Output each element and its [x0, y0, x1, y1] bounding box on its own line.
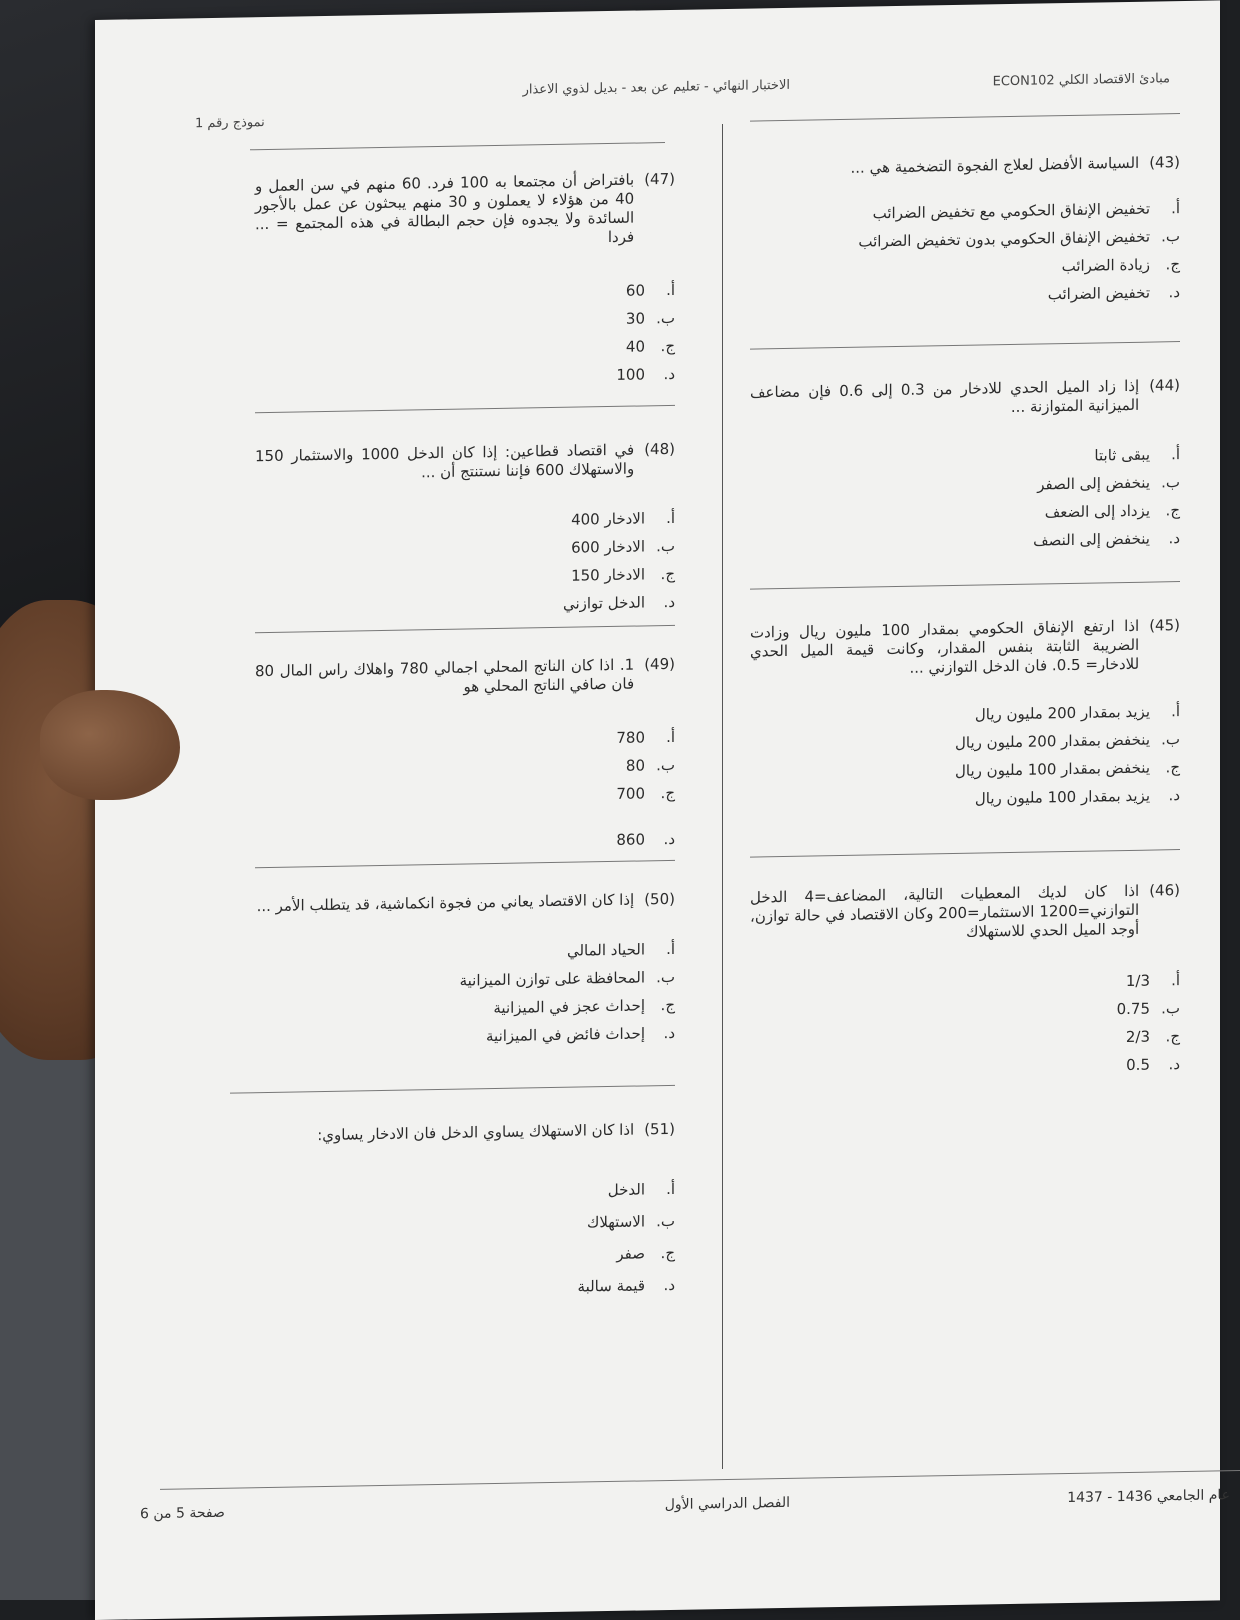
course-title: مبادئ الاقتصاد الكلي ECON102	[992, 71, 1170, 90]
separator-50-51	[230, 1085, 675, 1094]
question-number: (44)	[1149, 376, 1180, 395]
page-number: صفحة 5 من 6	[140, 1504, 225, 1523]
question-49	[255, 655, 675, 860]
question-number: (43)	[1149, 153, 1180, 172]
question-text: بافتراض أن مجتمعا به 100 فرد. 60 منهم في سن العمل و 40 من هؤلاء لا يعملون و 30 منهم يبحثون عن عمل بالأجور السائدة ولا يجدوه فإن حجم البطالة في هذه المجتمع = ... فردا	[255, 170, 635, 247]
question-number: (51)	[644, 1119, 675, 1139]
option-d[interactable]: د. تخفيض الضرائب	[1047, 282, 1180, 303]
exam-title: الاختبار النهائي - تعليم عن بعد - بديل لذوي الاعذار	[522, 77, 790, 98]
question-45	[750, 616, 1180, 817]
option-d[interactable]: د. 0.5	[1126, 1054, 1180, 1074]
option-d[interactable]: د. ينخفض إلى النصف	[1033, 528, 1180, 550]
question-50	[255, 890, 675, 1054]
option-b[interactable]: ب. 0.75	[1116, 998, 1180, 1018]
option-d[interactable]: د. الدخل توازني	[562, 592, 675, 613]
option-c[interactable]: ج. 40	[625, 336, 675, 356]
exam-page	[95, 0, 1230, 1600]
header-rule-left	[250, 142, 665, 150]
question-text: إذا زاد الميل الحدي للادخار من 0.3 إلى 0.6 فإن مضاعف الميزانية المتوازنة ...	[750, 376, 1140, 417]
option-b[interactable]: ب. ينخفض بمقدار 200 مليون ريال	[955, 729, 1180, 752]
footer-rule	[160, 1470, 1240, 1490]
option-c[interactable]: ج. ينخفض بمقدار 100 مليون ريال	[955, 757, 1180, 780]
question-47	[255, 170, 675, 395]
question-text: إذا كان الاقتصاد يعاني من فجوة انكماشية، قد يتطلب الأمر ...	[256, 890, 635, 916]
question-43	[750, 153, 1180, 314]
option-d[interactable]: د. 860	[616, 829, 675, 849]
option-a[interactable]: أ. الادخار 400	[571, 508, 675, 529]
question-number: (50)	[644, 889, 675, 909]
separator-49-50	[255, 860, 675, 868]
option-b[interactable]: ب. 30	[625, 308, 675, 328]
question-number: (45)	[1149, 616, 1180, 635]
semester: الفصل الدراسي الأول	[664, 1494, 790, 1514]
option-c[interactable]: ج. صفر	[616, 1243, 675, 1263]
option-d[interactable]: د. قيمة سالبة	[577, 1275, 675, 1296]
question-text: اذا ارتفع الإنفاق الحكومي بمقدار 100 مليون ريال وزادت الضريبة الثابتة بنفس المقدار، وكانت قيمة الميل الحدي للادخار= 0.5. فان الدخل التوازني ...	[750, 616, 1140, 677]
option-c[interactable]: ج. الادخار 150	[571, 564, 675, 585]
question-51	[235, 1120, 675, 1307]
separator-43-44	[750, 341, 1180, 350]
option-b[interactable]: ب. الاستهلاك	[586, 1211, 675, 1231]
question-number: (48)	[644, 439, 675, 459]
separator-47-48	[255, 405, 675, 413]
option-b[interactable]: ب. الادخار 600	[571, 536, 675, 557]
option-c[interactable]: ج. إحداث عجز في الميزانية	[493, 995, 675, 1017]
header-rule-right	[750, 113, 1180, 122]
option-a[interactable]: أ. 780	[616, 727, 675, 747]
exam-paper	[95, 0, 1230, 1620]
option-a[interactable]: أ. الدخل	[607, 1179, 675, 1199]
question-text: السياسة الأفضل لعلاج الفجوة التضخمية هي ...	[850, 153, 1140, 177]
separator-48-49	[255, 625, 675, 633]
question-text: 1. اذا كان الناتج المحلي اجمالي 780 واهلاك راس المال 80 فان صافي الناتج المحلي هو	[255, 655, 635, 696]
question-text: اذا كان لديك المعطيات التالية، المضاعف=4 الدخل التوازني=1200 الاستثمار=200 وكان الاقتصاد في حالة توازن، أوجد الميل الحدي للاستهلاك	[750, 881, 1140, 941]
question-number: (46)	[1149, 881, 1180, 900]
question-number: (47)	[644, 169, 675, 189]
question-48	[255, 440, 675, 623]
option-c[interactable]: ج. يزداد إلى الضعف	[1044, 500, 1180, 521]
option-b[interactable]: ب. ينخفض إلى الصفر	[1037, 472, 1180, 494]
option-a[interactable]: أ. 1/3	[1125, 970, 1180, 990]
question-46	[750, 881, 1180, 1086]
option-a[interactable]: أ. الحياد المالي	[566, 939, 675, 960]
option-a[interactable]: أ. تخفيض الإنفاق الحكومي مع تخفيض الضرائب	[872, 198, 1180, 222]
option-c[interactable]: ج. 2/3	[1125, 1026, 1180, 1046]
column-divider	[722, 124, 723, 1469]
academic-year: عام الجامعي 1436 - 1437	[1067, 1487, 1230, 1507]
option-a[interactable]: أ. يبقى ثابتا	[1094, 444, 1180, 465]
question-number: (49)	[644, 654, 675, 674]
option-c[interactable]: ج. 700	[616, 783, 675, 803]
option-d[interactable]: د. 100	[616, 364, 675, 384]
question-44	[750, 376, 1180, 560]
form-number: نموذج رقم 1	[195, 115, 265, 132]
option-b[interactable]: ب. المحافظة على توازن الميزانية	[459, 967, 675, 990]
question-text: اذا كان الاستهلاك يساوي الدخل فان الادخار يساوي:	[317, 1120, 635, 1145]
option-b[interactable]: ب. تخفيض الإنفاق الحكومي بدون تخفيض الضرائب	[858, 226, 1180, 251]
option-a[interactable]: أ. يزيد بمقدار 200 مليون ريال	[974, 701, 1180, 724]
question-text: في اقتصاد قطاعين: إذا كان الدخل 1000 والاستثمار 150 والاستهلاك 600 فإننا نستنتج أن ...	[255, 440, 635, 482]
option-d[interactable]: د. إحداث فائض في الميزانية	[486, 1023, 675, 1045]
option-d[interactable]: د. يزيد بمقدار 100 مليون ريال	[974, 785, 1180, 808]
separator-45-46	[750, 849, 1180, 858]
separator-44-45	[750, 581, 1180, 590]
option-b[interactable]: ب. 80	[625, 755, 675, 775]
option-c[interactable]: ج. زيادة الضرائب	[1061, 254, 1180, 275]
option-a[interactable]: أ. 60	[625, 280, 675, 300]
thumb	[40, 690, 180, 800]
